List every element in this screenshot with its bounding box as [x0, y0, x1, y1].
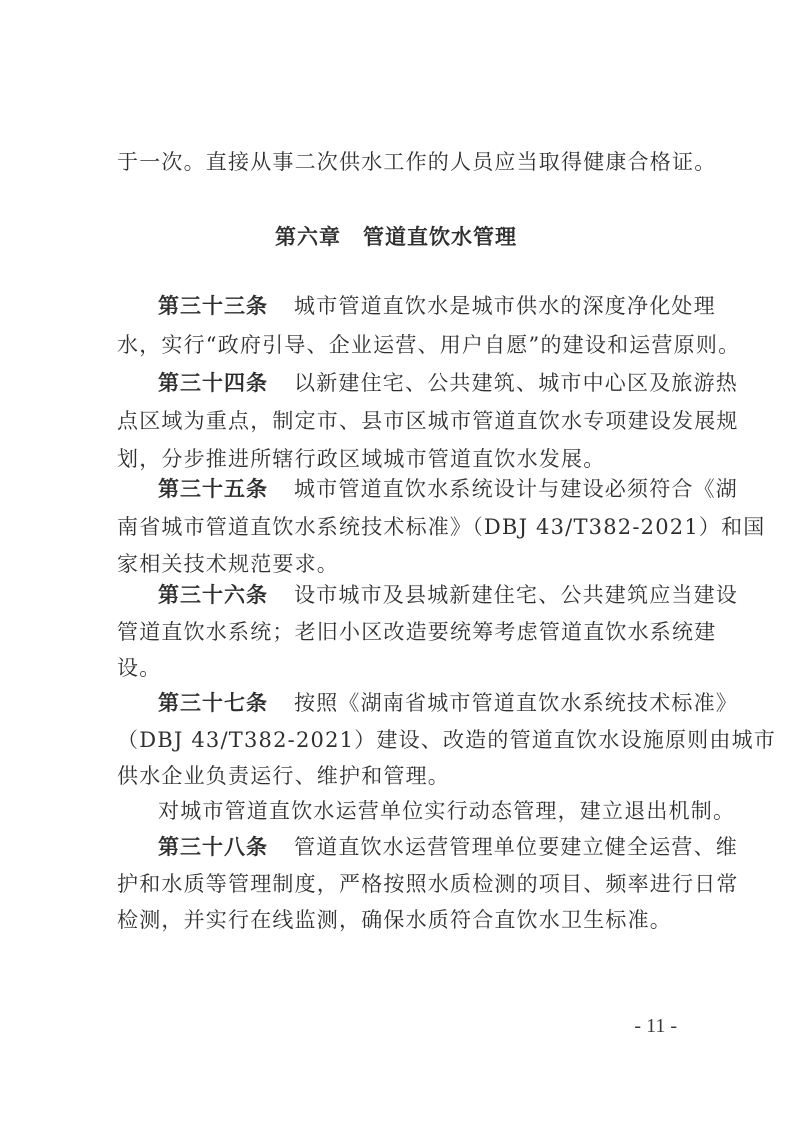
article-33-label: 第三十三条: [158, 294, 268, 318]
article-33-line-2: 水，实行“政府引导、企业运营、用户自愿”的建设和运营原则。: [117, 333, 741, 357]
continuation-text: 于一次。直接从事二次供水工作的人员应当取得健康合格证。: [117, 150, 717, 174]
chapter-title: 管道直饮水管理: [363, 225, 517, 249]
article-36-line-2: 管道直饮水系统；老旧小区改造要统筹考虑管道直饮水系统建: [117, 620, 717, 644]
article-36-text: 设市城市及县城新建住宅、公共建筑应当建设: [294, 583, 738, 607]
article-34-line-3: 划，分步推进所辖行政区域城市管道直饮水发展。: [117, 447, 606, 471]
article-35-text: 城市管道直饮水系统设计与建设必须符合《湖: [294, 477, 738, 501]
chapter-heading: [0, 222, 792, 252]
article-34-line-1: [158, 368, 738, 398]
article-38-text: 管道直饮水运营管理单位要建立健全运营、维: [294, 835, 738, 859]
article-38-label: 第三十八条: [158, 835, 268, 859]
article-36-label: 第三十六条: [158, 583, 268, 607]
article-34-label: 第三十四条: [158, 371, 268, 395]
article-33-line-1: [158, 291, 716, 321]
article-33-text: 城市管道直饮水是城市供水的深度净化处理: [294, 294, 716, 318]
article-38-line-3: 检测，并实行在线监测，确保水质符合直饮水卫生标准。: [117, 908, 672, 932]
article-37-label: 第三十七条: [158, 691, 268, 715]
article-37-line-1: [158, 688, 738, 718]
article-35-label: 第三十五条: [158, 477, 268, 501]
article-35-line-3: 家相关技术规范要求。: [117, 552, 339, 576]
article-35-line-1: [158, 474, 738, 504]
article-37-line-3: 供水企业负责运行、维护和管理。: [117, 764, 450, 788]
article-37-paragraph-2: 对城市管道直饮水运营单位实行动态管理，建立退出机制。: [158, 799, 736, 823]
article-34-text: 以新建住宅、公共建筑、城市中心区及旅游热: [294, 371, 738, 395]
article-38-line-2: 护和水质等管理制度，严格按照水质检测的项目、频率进行日常: [117, 872, 739, 896]
article-36-line-1: [158, 580, 738, 610]
article-37-text: 按照《湖南省城市管道直饮水系统技术标准》: [294, 691, 738, 715]
article-35-line-2: 南省城市管道直饮水系统技术标准》（DBJ 43/T382-2021）和国: [117, 515, 766, 539]
article-38-line-1: [158, 832, 738, 862]
page-number: - 11 -: [634, 1015, 677, 1037]
article-34-line-2: 点区域为重点，制定市、县市区城市管道直饮水专项建设发展规: [117, 409, 739, 433]
article-37-line-2: （DBJ 43/T382-2021）建设、改造的管道直饮水设施原则由城市: [117, 728, 776, 752]
chapter-number: 第六章: [275, 225, 341, 249]
article-36-line-3: 设。: [117, 656, 162, 680]
